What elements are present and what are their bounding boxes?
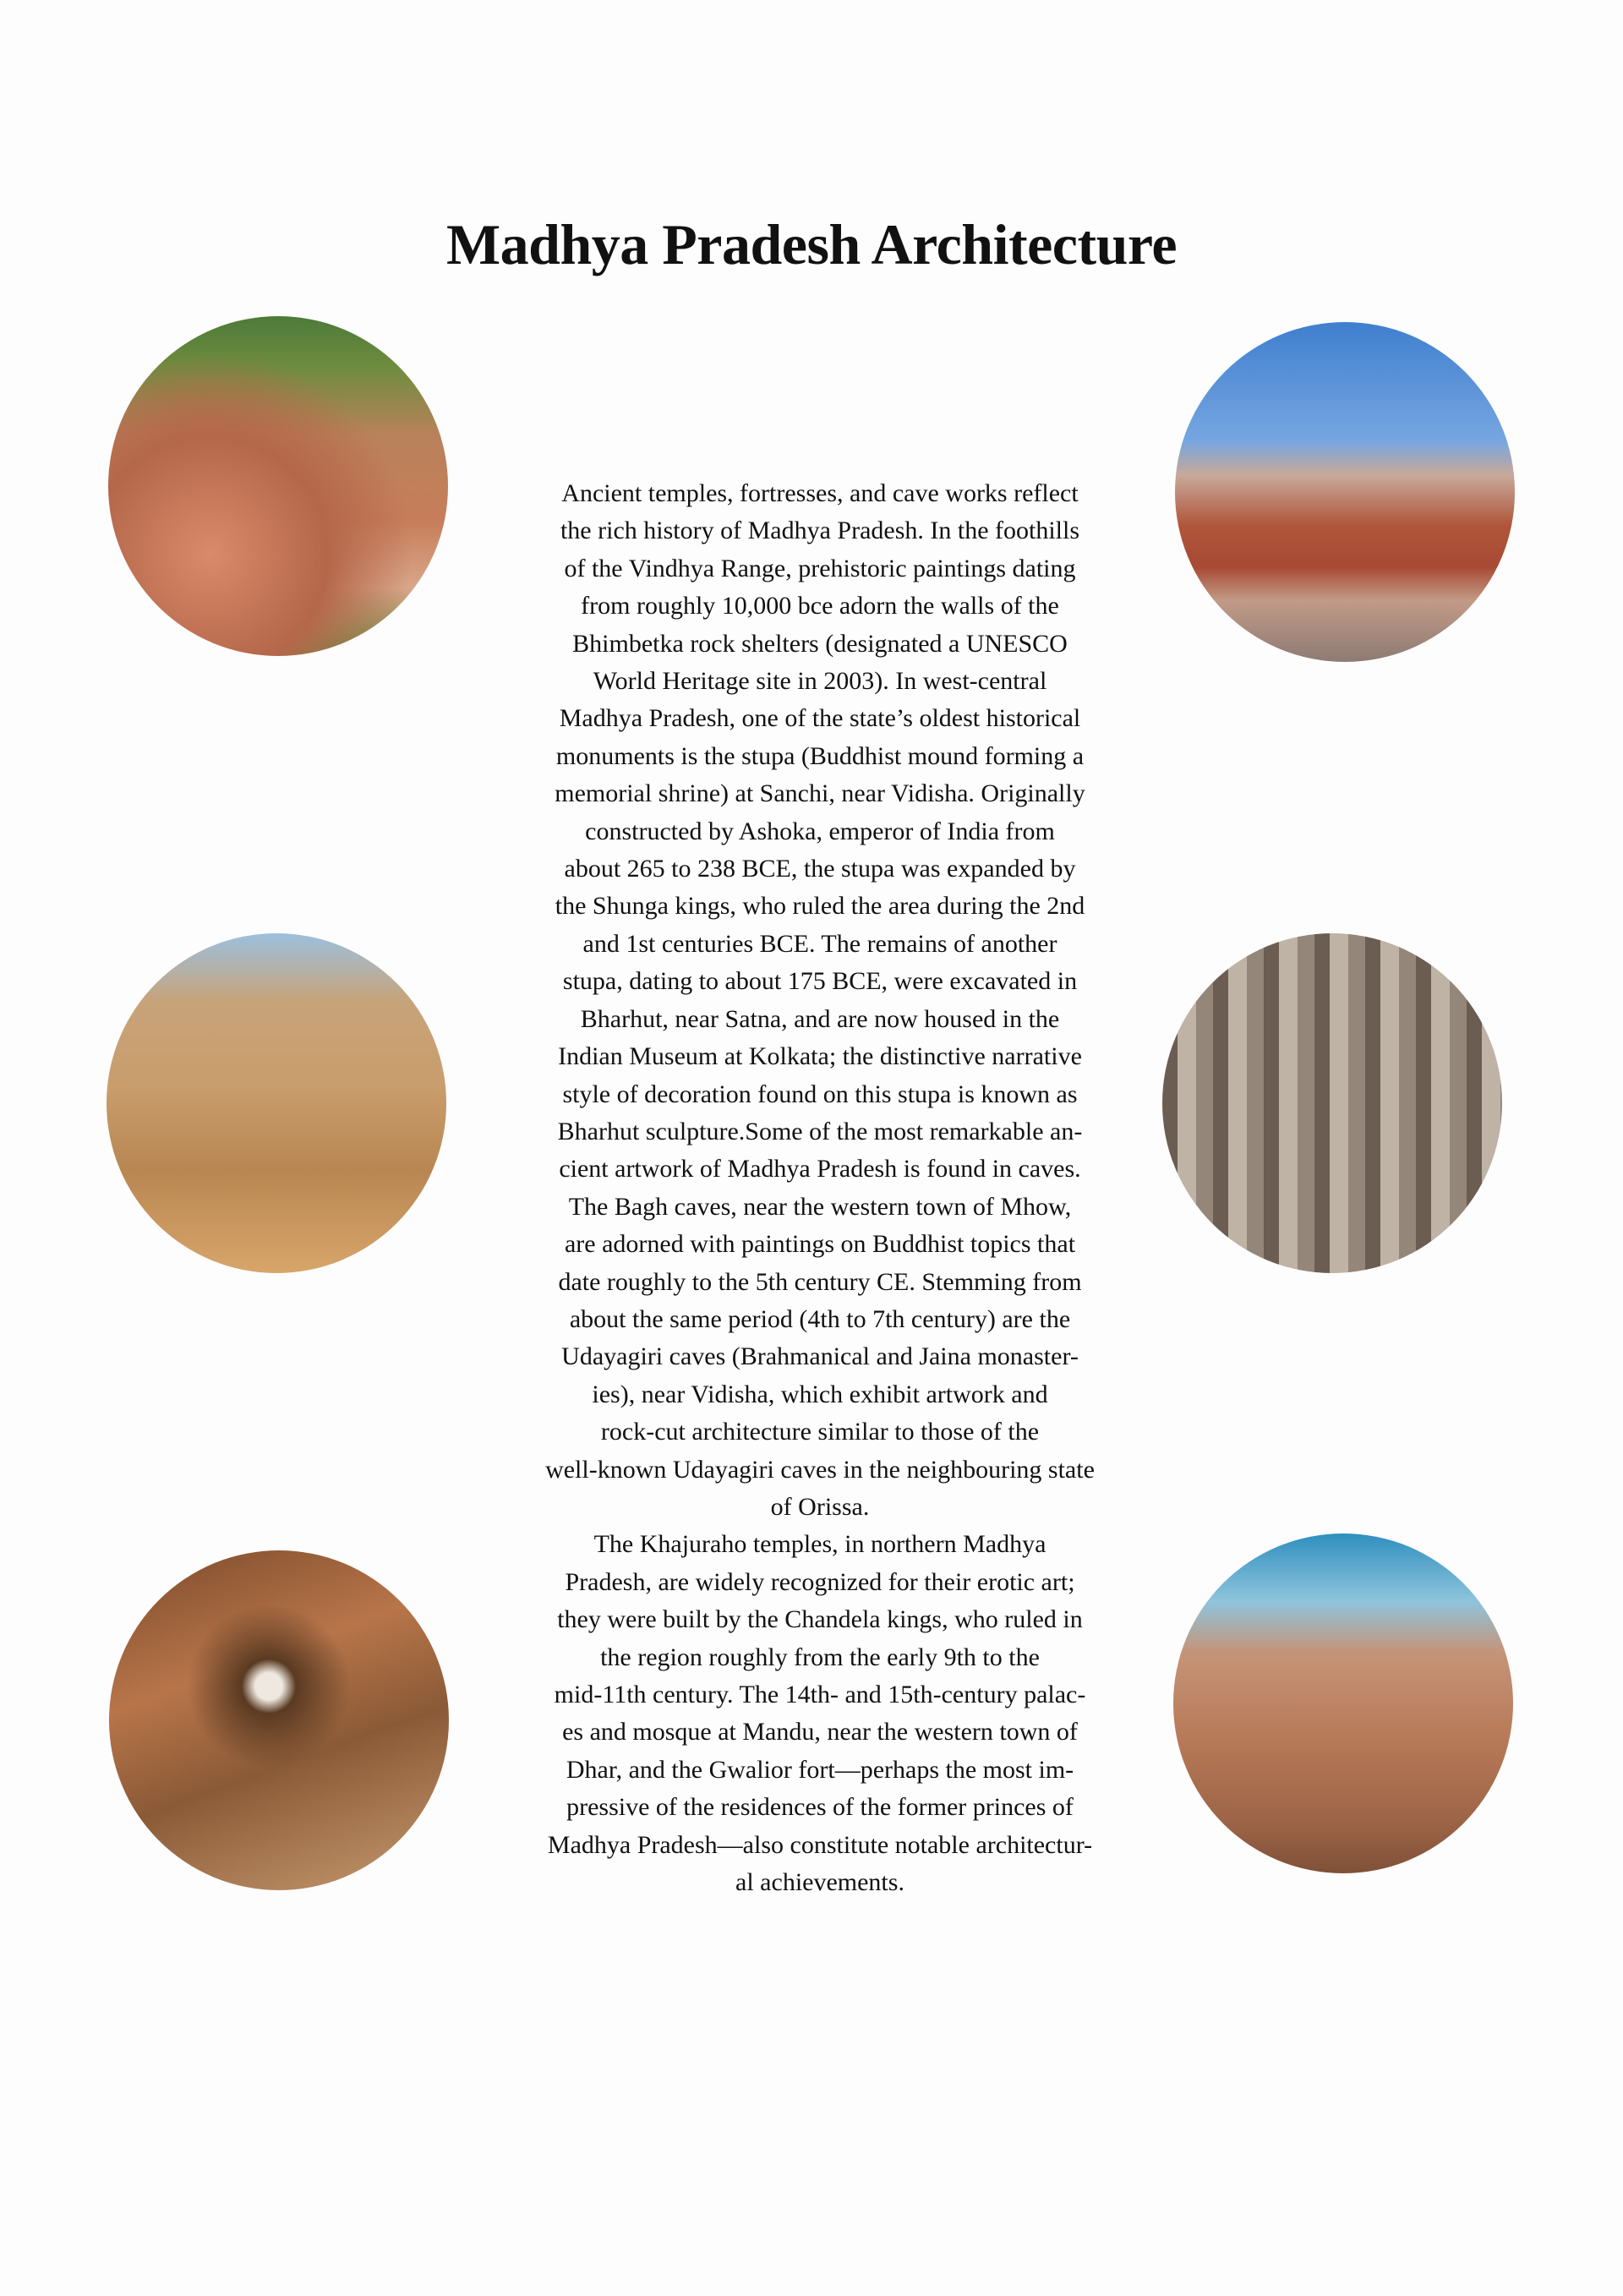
text-line: Madhya Pradesh—also constitute notable architectur-: [547, 1830, 1093, 1859]
text-line: and 1st centuries BCE. The remains of another: [582, 929, 1057, 958]
text-line: the Shunga kings, who ruled the area during the 2nd: [555, 892, 1085, 921]
text-line: constructed by Ashoka, emperor of India from: [585, 817, 1055, 845]
text-line: Udayagiri caves (Brahmanical and Jaina monaster-: [561, 1342, 1079, 1371]
text-line: Bhimbetka rock shelters (designated a UNESCO: [572, 629, 1068, 658]
text-line: Madhya Pradesh, one of the state’s oldest historical: [559, 704, 1081, 733]
text-line: the rich history of Madhya Pradesh. In the foothills: [560, 517, 1080, 545]
text-line: cient artwork of Madhya Pradesh is found in caves.: [559, 1155, 1081, 1184]
text-line: Ancient temples, fortresses, and cave works reflect: [561, 479, 1079, 507]
text-line: memorial shrine) at Sanchi, near Vidisha. Originally: [555, 779, 1085, 808]
text-line: about 265 to 238 BCE, the stupa was expanded by: [564, 855, 1076, 883]
text-line: stupa, dating to about 175 BCE, were excavated in: [562, 967, 1078, 996]
text-line: Indian Museum at Kolkata; the distinctive narrative: [558, 1042, 1082, 1071]
text-line: ies), near Vidisha, which exhibit artwork and: [592, 1380, 1048, 1408]
text-line: are adorned with paintings on Buddhist topics that: [564, 1230, 1076, 1259]
text-line: al achievements.: [735, 1868, 904, 1897]
text-line: Dhar, and the Gwalior fort—perhaps the most im-: [566, 1755, 1074, 1784]
mosque-photo: [1175, 322, 1515, 662]
text-line: of Orissa.: [770, 1492, 870, 1521]
text-line: es and mosque at Mandu, near the western town of: [562, 1718, 1078, 1747]
text-line: rock-cut architecture similar to those of the: [600, 1418, 1040, 1446]
sanchi-stupa-gateway-photo: [107, 933, 446, 1273]
text-line: Pradesh, are widely recognized for their erotic art;: [565, 1567, 1075, 1596]
text-line: of the Vindhya Range, prehistoric paintings dating: [564, 554, 1076, 582]
text-line: the region roughly from the early 9th to the: [600, 1643, 1040, 1671]
text-line: style of decoration found on this stupa is known as: [562, 1080, 1078, 1108]
gwalior-fort-photo: [1173, 1533, 1513, 1873]
text-line: date roughly to the 5th century CE. Stemming from: [558, 1267, 1082, 1296]
text-line: about the same period (4th to 7th century) are the: [569, 1304, 1071, 1333]
text-line: Bharhut, near Satna, and are now housed in the: [580, 1004, 1060, 1033]
text-line: mid-11th century. The 14th- and 15th-century palac-: [554, 1681, 1086, 1708]
text-line: well-known Udayagiri caves in the neighbouring state: [545, 1455, 1095, 1484]
text-line: pressive of the residences of the former princes of: [566, 1793, 1074, 1822]
page-title: Madhya Pradesh Architecture: [445, 212, 1178, 276]
text-line: The Bagh caves, near the western town of Mhow,: [568, 1192, 1072, 1221]
text-line: monuments is the stupa (Buddhist mound forming a: [555, 741, 1085, 770]
text-line: from roughly 10,000 bce adorn the walls of the: [581, 592, 1059, 620]
text-line: The Khajuraho temples, in northern Madhya: [593, 1530, 1046, 1559]
text-line: Bharhut sculpture.Some of the most remarkable an-: [557, 1117, 1083, 1145]
text-line: World Heritage site in 2003). In west-central: [593, 667, 1047, 696]
cave-tunnel-photo: [109, 1550, 449, 1890]
body-paragraph: [507, 475, 1133, 1901]
text-line: they were built by the Chandela kings, who ruled in: [557, 1605, 1083, 1634]
rock-cut-cave-photo: [108, 316, 448, 656]
khajuraho-carvings-photo: [1162, 933, 1502, 1273]
